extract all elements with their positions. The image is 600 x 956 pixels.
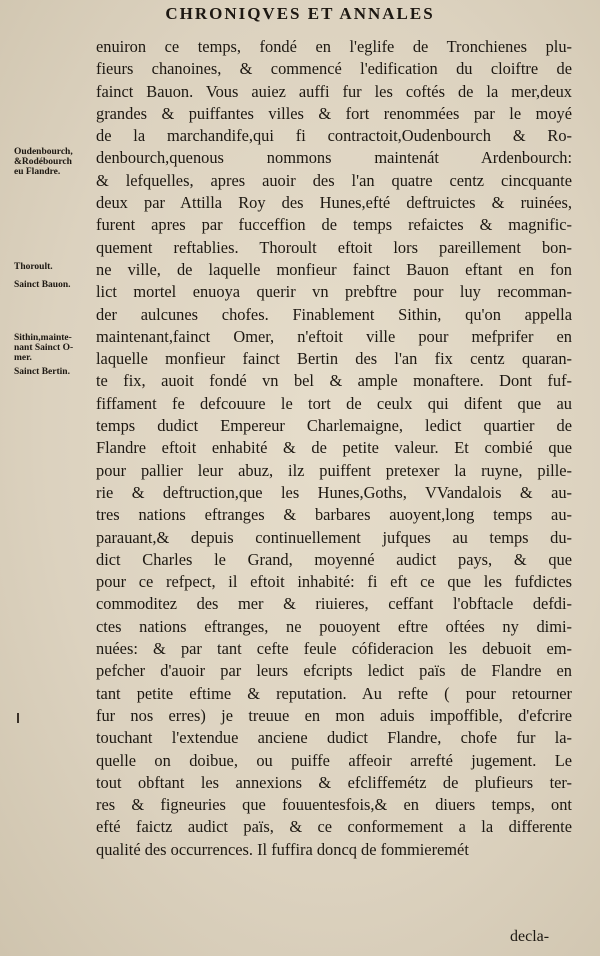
text-line: lict mortel enuoya querir vn prebftre pour luy recomman-	[96, 282, 572, 302]
text-line: Flandre eftoit enhabité & de petite valeur. Et combié que	[96, 438, 572, 458]
margin-note-sainct-bertin: Sainct Bertin.	[14, 367, 70, 377]
text-line: res & figneuries que fouuentesfois,& en diuers temps, ont	[96, 795, 572, 815]
text-line: laquelle monfieur fainct Bertin des l'an fix centz quaran-	[96, 349, 572, 369]
text-line: temps dudict Empereur Charlemaigne, ledict quartier de	[96, 416, 572, 436]
text-line: maintenant,fainct Omer, n'eftoit ville pour mefprifer en	[96, 326, 572, 346]
text-line: denbourch,quenous nommons maintenát Ardenbourch:	[96, 148, 572, 168]
margin-note-sainct-bauon: Sainct Bauon.	[14, 280, 71, 290]
margin-note-oudenbourch: Oudenbourch, &Rodébourch eu Flandre.	[14, 147, 73, 177]
text-line: ne ville, de laquelle monfieur fainct Bauon eftant en fon	[96, 259, 572, 279]
running-head: CHRONIQVES ET ANNALES	[165, 4, 435, 23]
text-line: te fix, auoit fondé vn bel & ample monaftere. Dont fuf-	[96, 371, 572, 391]
text-line: qualité des occurrences. Il fuffira doncq de fommieremét	[96, 839, 469, 859]
text-line: efté faictz audict païs, & ce conformement a la differente	[96, 817, 572, 837]
text-line: quement reftablies. Thoroult eftoit lors pareillement bon-	[96, 237, 572, 257]
text-line: commoditez des mer & riuieres, ceffant l'obftacle defdi-	[96, 594, 572, 614]
text-line: rie & deftruction,que les Hunes,Goths, VVandalois & au-	[96, 482, 572, 502]
catchword: decla-	[510, 928, 550, 945]
text-line: pefcher d'auoir par leurs efcripts ledict païs de Flandre en	[96, 661, 572, 681]
text-line: deux par Attilla Roy des Hunes,efté deftruictes & ruinées,	[96, 193, 572, 213]
ink-mark	[17, 713, 19, 723]
text-line: tres nations eftranges & barbares auoyent,long temps au-	[96, 505, 572, 525]
text-line: ctes nations eftranges, ne pouoyent eftre oftées ny dimi-	[96, 616, 572, 636]
text-line: der aulcunes chofes. Finablement Sithin, qu'on appella	[96, 304, 572, 324]
text-line: tant petite eftime & reputation. Au refte ( pour retourner	[96, 683, 572, 703]
text-line: touchant l'extendue anciene dudict Flandre, chofe fur la-	[96, 728, 572, 748]
text-line: fiffament fe defcouure le tort de ceulx qui difent que au	[96, 393, 572, 413]
text-line: fainct Bauon. Vous auiez auffi fur les coftés de la mer,deux	[96, 81, 572, 101]
text-line: fieurs chanoines, & commencé l'edification du cloiftre de	[96, 59, 572, 79]
text-line: nuées: & par tant cefte feule cófideracion les debuoit em-	[96, 639, 572, 659]
text-line: dict Charles le Grand, moyenné audict pays, & que	[96, 549, 572, 569]
text-line: tout obftant les annexions & efcliffemétz de plufieurs ter-	[96, 772, 572, 792]
text-line: furent apres par fucceffion de temps refaictes & magnific-	[96, 215, 572, 235]
margin-note-thoroult: Thoroult.	[14, 262, 53, 272]
text-line: pour pallier leur abuz, ilz puiffent pretexer la ruyne, pille-	[96, 460, 572, 480]
body-text	[96, 36, 572, 861]
text-line: enuiron ce temps, fondé en l'eglife de Tronchienes plu-	[96, 37, 572, 56]
text-line: quelle on doibue, ou puiffe affeoir arrefté jugement. Le	[96, 750, 572, 770]
text-line: pour ce refpect, il eftoit inhabité: fi eft ce que les fufdictes	[96, 572, 572, 592]
text-line: parauant,& depuis continuellement jufques au temps du-	[96, 527, 572, 547]
text-line: grandes & puiffantes villes & fort renommées par le moyé	[96, 103, 572, 123]
text-line: de la marchandife,qui fi contractoit,Oudenbourch & Ro-	[96, 126, 572, 146]
margin-note-sithin: Sithin,mainte- nant Sainct O- mer.	[14, 333, 74, 363]
text-line: fur nos erres) je treuue en mon aduis impoffible, d'efcrire	[96, 705, 572, 725]
text-line: & lefquelles, apres auoir des l'an quatre centz cincquante	[96, 170, 572, 190]
